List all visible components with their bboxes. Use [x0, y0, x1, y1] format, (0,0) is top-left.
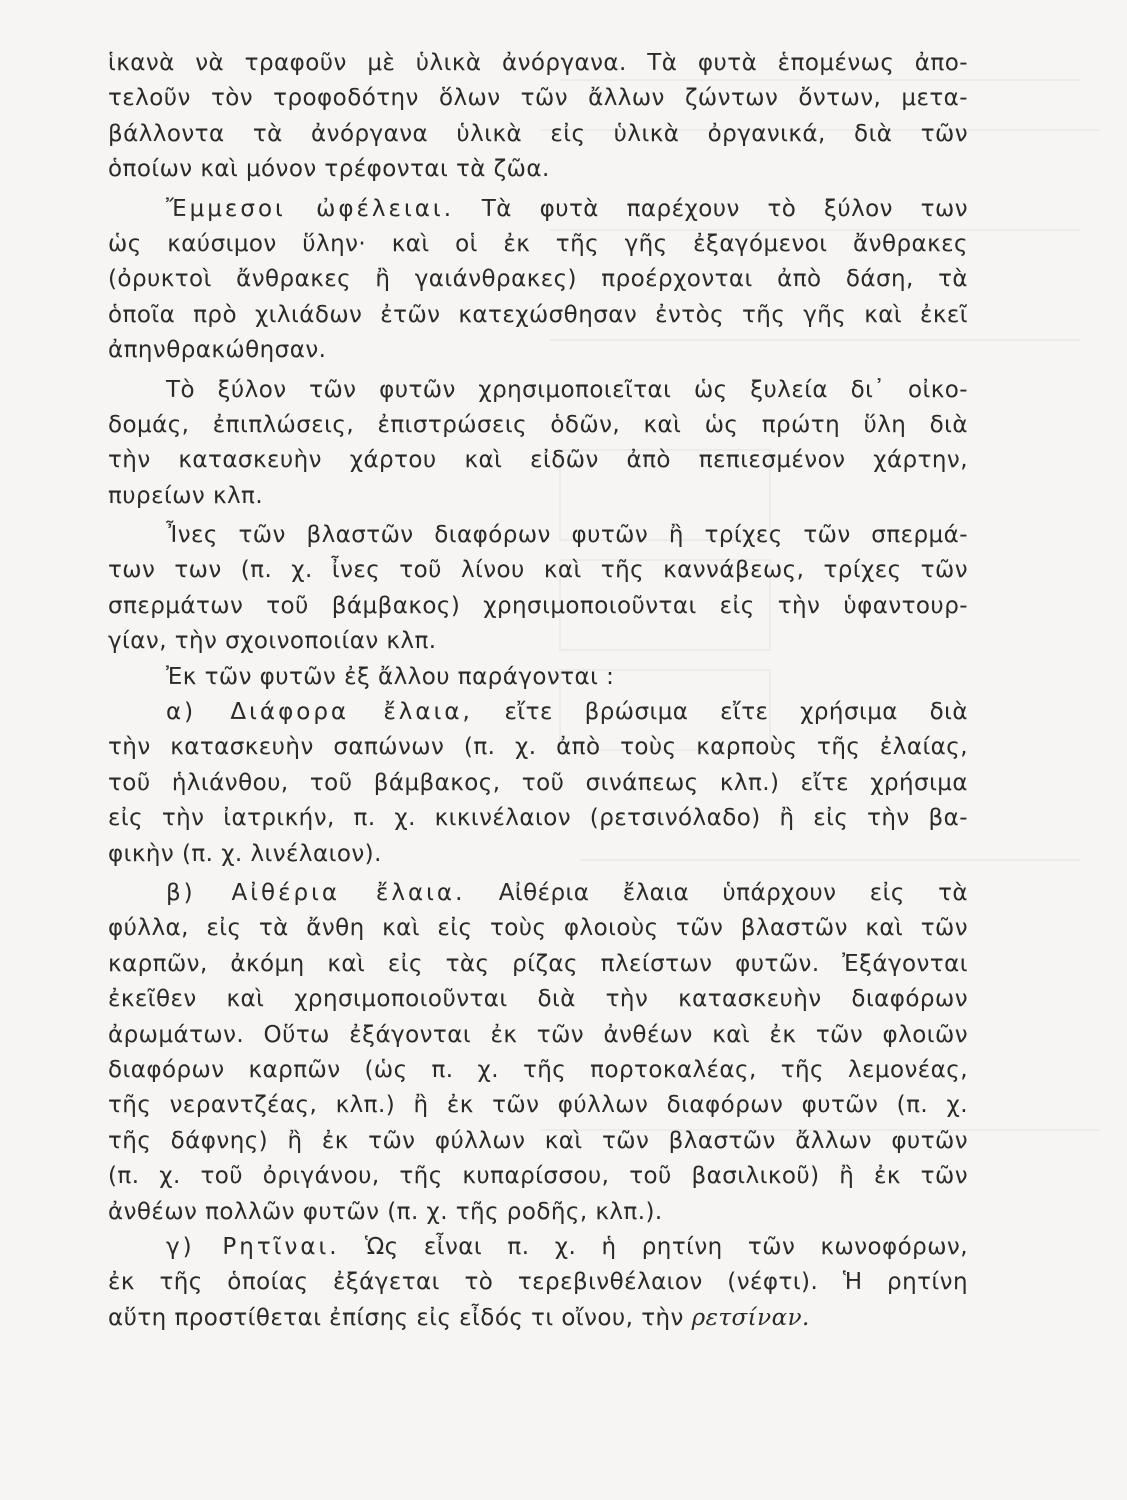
text-line: ἀνθέων πολλῶν φυτῶν (π. χ. τῆς ροδῆς, κλπ.).: [108, 1198, 663, 1225]
text-line: ὁποίων καὶ μόνον τρέφονται τὰ ζῶα.: [108, 156, 550, 183]
text-line: φύλλα, εἰς τὰ ἄνθη καὶ εἰς τοὺς φλοιοὺς τῶν βλαστῶν καὶ τῶν: [108, 915, 968, 942]
text-line: [108, 1301, 968, 1336]
text-line: Ἶνες τῶν βλαστῶν διαφόρων φυτῶν ἢ τρίχες τῶν σπερμά-: [166, 522, 968, 549]
paragraph-5: [108, 660, 968, 695]
text-line: (ὀρυκτοὶ ἄνθρακες ἢ γαιάνθρακες) προέρχονται ἀπὸ δάση, τὰ: [108, 266, 968, 293]
text-line: ἀρωμάτων. Οὕτω ἐξάγονται ἐκ τῶν ἀνθέων καὶ ἐκ τῶν φλοιῶν: [108, 1021, 968, 1048]
text-line: εἰς τὴν ἰατρικήν, π. χ. κικινέλαιον (ρετσινόλαδο) ἢ εἰς τὴν βα-: [108, 805, 968, 832]
text-line: (π. χ. τοῦ ὀριγάνου, τῆς κυπαρίσσου, τοῦ βασιλικοῦ) ἢ ἐκ τῶν: [108, 1163, 968, 1190]
body-text: [108, 46, 968, 1336]
paragraph-list-b: [108, 876, 968, 1230]
text-line: ὡς καύσιμον ὕλην· καὶ οἱ ἐκ τῆς γῆς ἐξαγόμενοι ἄνθρακες: [108, 230, 968, 257]
text-run: εἴτε βρώσιμα εἴτε χρήσιμα διὰ: [472, 699, 968, 726]
text-line: τὴν κατασκευὴν σαπώνων (π. χ. ἀπὸ τοὺς καρποὺς τῆς ἐλαίας,: [108, 734, 968, 761]
section-lead-heading: α) Διάφορα ἔλαια,: [166, 699, 473, 726]
text-line: Τὸ ξύλον τῶν φυτῶν χρησιμοποιεῖται ὡς ξυλεία δι᾽ οἰκο-: [166, 376, 968, 403]
text-line: ἱκανὰ νὰ τραφοῦν μὲ ὑλικὰ ἀνόργανα. Τὰ φυτὰ ἑπομένως ἀπο-: [108, 50, 968, 76]
section-lead-heading: β) Αἰθέρια ἔλαια.: [166, 879, 466, 906]
text-line: Ἐκ τῶν φυτῶν ἐξ ἄλλου παράγονται :: [166, 663, 615, 690]
text-line: [108, 695, 968, 730]
text-run: Ὡς εἶναι π. χ. ἡ ρητίνη τῶν κωνοφόρων,: [339, 1233, 968, 1260]
section-lead-heading: γ) Ρητῖναι.: [166, 1233, 340, 1260]
paragraph-2: [108, 192, 968, 369]
text-line: των των (π. χ. ἶνες τοῦ λίνου καὶ τῆς καννάβεως, τρίχες τῶν: [108, 557, 968, 584]
text-line: τῆς νεραντζέας, κλπ.) ἢ ἐκ τῶν φύλλων διαφόρων φυτῶν (π. χ.: [108, 1092, 968, 1119]
text-line: φικὴν (π. χ. λινέλαιον).: [108, 840, 382, 867]
text-line: [108, 876, 968, 911]
text-line: καρπῶν, ἀκόμη καὶ εἰς τὰς ρίζας πλείστων φυτῶν. Ἐξάγονται: [108, 950, 968, 977]
text-line: διαφόρων καρπῶν (ὡς π. χ. τῆς πορτοκαλέας, τῆς λεμονέας,: [108, 1056, 968, 1083]
text-line: ἐκεῖθεν καὶ χρησιμοποιοῦνται διὰ τὴν κατασκευὴν διαφόρων: [108, 986, 968, 1013]
text-line: δομάς, ἐπιπλώσεις, ἐπιστρώσεις ὁδῶν, καὶ ὡς πρώτη ὕλη διὰ: [108, 411, 968, 438]
text-line: τῆς δάφνης) ἢ ἐκ τῶν φύλλων καὶ τῶν βλαστῶν ἄλλων φυτῶν: [108, 1127, 968, 1154]
text-line: τοῦ ἡλιάνθου, τοῦ βάμβακος, τοῦ σινάπεως κλπ.) εἴτε χρήσιμα: [108, 769, 968, 796]
text-line: τὴν κατασκευὴν χάρτου καὶ εἰδῶν ἀπὸ πεπιεσμένον χάρτην,: [108, 447, 968, 474]
text-run: Τὰ φυτὰ παρέχουν τὸ ξύλον των: [454, 195, 968, 222]
paragraph-3: [108, 373, 968, 515]
text-line: σπερμάτων τοῦ βάμβακος) χρησιμοποιοῦνται εἰς τὴν ὑφαντουρ-: [108, 592, 968, 619]
text-line: πυρείων κλπ.: [108, 482, 264, 509]
text-run: αὕτη προστίθεται ἐπίσης εἰς εἶδός τι οἴνου, τὴν: [108, 1304, 692, 1331]
text-line: [108, 1230, 968, 1265]
text-line: βάλλοντα τὰ ἀνόργανα ὑλικὰ εἰς ὑλικὰ ὀργανικά, διὰ τῶν: [108, 120, 968, 147]
italic-term: ρετσίναν.: [691, 1304, 810, 1331]
paragraph-list-a: [108, 695, 968, 872]
text-line: ὁποῖα πρὸ χιλιάδων ἐτῶν κατεχώσθησαν ἐντὸς τῆς γῆς καὶ ἐκεῖ: [108, 301, 968, 328]
paragraph-list-c: [108, 1230, 968, 1336]
section-lead-heading: Ἔμμεσοι ὠφέλειαι.: [166, 195, 455, 222]
text-line: γίαν, τὴν σχοινοποιίαν κλπ.: [108, 628, 437, 655]
text-run: Αἰθέρια ἔλαια ὑπάρχουν εἰς τὰ: [465, 879, 969, 906]
paragraph-4: [108, 518, 968, 660]
text-line: ἀπηνθρακώθησαν.: [108, 337, 327, 364]
text-line: ἐκ τῆς ὁποίας ἐξάγεται τὸ τερεβινθέλαιον (νέφτι). Ἡ ρητίνη: [108, 1269, 968, 1296]
paragraph-1: [108, 46, 968, 188]
text-line: τελοῦν τὸν τροφοδότην ὅλων τῶν ἄλλων ζώντων ὄντων, μετα-: [108, 85, 968, 112]
text-line: [108, 192, 968, 227]
